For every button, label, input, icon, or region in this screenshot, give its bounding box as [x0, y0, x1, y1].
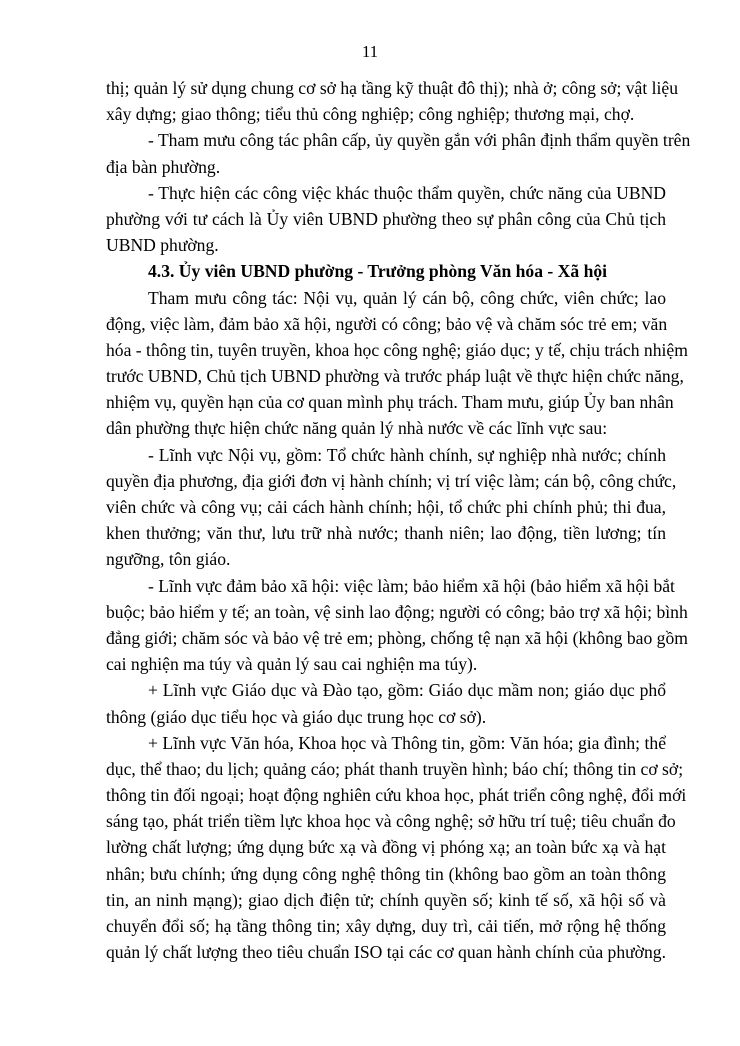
text-line: thông (giáo dục tiểu học và giáo dục trung học cơ sở).: [106, 706, 487, 727]
text-line: + Lĩnh vực Giáo dục và Đào tạo, gồm: Giáo dục mầm non; giáo dục phổ: [148, 680, 666, 701]
text-line: - Tham mưu công tác phân cấp, ủy quyền gắn với phân định thẩm quyền trên: [148, 130, 691, 151]
text-line: Tham mưu công tác: Nội vụ, quản lý cán bộ, công chức, viên chức; lao: [148, 287, 666, 308]
text-line: cai nghiện ma túy và quản lý sau cai nghiện ma túy).: [106, 654, 478, 675]
text-line: dục, thể thao; du lịch; quảng cáo; phát thanh truyền hình; báo chí; thông tin cơ sở;: [106, 758, 684, 779]
text-line: nhân; bưu chính; ứng dụng công nghệ thông tin (không bao gồm an toàn thông: [106, 863, 666, 884]
text-line: lường chất lượng; ứng dụng bức xạ và đồng vị phóng xạ; an toàn bức xạ và hạt: [106, 837, 666, 858]
text-line: chuyển đổi số; hạ tầng thông tin; xây dựng, duy trì, cải tiến, mở rộng hệ thống: [106, 916, 666, 936]
text-line: - Thực hiện các công việc khác thuộc thẩm quyền, chức năng của UBND: [148, 182, 666, 203]
text-line: hóa - thông tin, tuyên truyền, khoa học công nghệ; giáo dục; y tế, chịu trách nhiệm: [106, 339, 688, 360]
text-line: ngưỡng, tôn giáo.: [106, 549, 231, 570]
text-line: quản lý chất lượng theo tiêu chuẩn ISO tại các cơ quan hành chính của phường.: [106, 942, 666, 963]
text-line: đẳng giới; chăm sóc và bảo vệ trẻ em; phòng, chống tệ nạn xã hội (không bao gồm: [106, 627, 688, 648]
text-line: tin, an ninh mạng); giao dịch điện tử; chính quyền số; kinh tế số, xã hội số và: [106, 889, 666, 910]
text-line: thông tin đối ngoại; hoạt động nghiên cứu khoa học, phát triển công nghệ, đổi mới: [106, 785, 687, 806]
section-heading: 4.3. Ủy viên UBND phường - Trưởng phòng Văn hóa - Xã hội: [148, 261, 608, 282]
text-line: địa bàn phường.: [106, 156, 221, 177]
text-line: buộc; bảo hiểm y tế; an toàn, vệ sinh lao động; người có công; bảo trợ xã hội; bình: [106, 601, 688, 622]
text-line: sáng tạo, phát triển tiềm lực khoa học và công nghệ; sở hữu trí tuệ; tiêu chuẩn đo: [106, 811, 676, 832]
text-line: quyền địa phương, địa giới đơn vị hành chính; vị trí việc làm; cán bộ, công chức,: [106, 470, 677, 491]
text-line: động, việc làm, đảm bảo xã hội, người có công; bảo vệ và chăm sóc trẻ em; văn: [106, 313, 668, 334]
text-line: - Lĩnh vực đảm bảo xã hội: việc làm; bảo hiểm xã hội (bảo hiểm xã hội bắt: [148, 575, 675, 596]
text-line: xây dựng; giao thông; tiểu thủ công nghiệp; công nghiệp; thương mại, chợ.: [106, 104, 635, 125]
text-line: + Lĩnh vực Văn hóa, Khoa học và Thông tin, gồm: Văn hóa; gia đình; thể: [148, 732, 666, 753]
body-text: [106, 75, 691, 965]
text-line: thị; quản lý sử dụng chung cơ sở hạ tầng kỹ thuật đô thị); nhà ở; công sở; vật liệu: [106, 78, 679, 98]
text-line: trước UBND, Chủ tịch UBND phường và trước pháp luật về thực hiện chức năng,: [106, 366, 684, 387]
page-number: 11: [361, 42, 379, 61]
text-line: dân phường thực hiện chức năng quản lý nhà nước về các lĩnh vực sau:: [106, 418, 608, 439]
text-line: - Lĩnh vực Nội vụ, gồm: Tổ chức hành chính, sự nghiệp nhà nước; chính: [148, 444, 666, 465]
text-line: viên chức và công vụ; cải cách hành chính; hội, tổ chức phi chính phủ; thi đua,: [106, 497, 666, 517]
text-line: khen thưởng; văn thư, lưu trữ nhà nước; thanh niên; lao động, tiền lương; tín: [106, 523, 666, 544]
text-line: nhiệm vụ, quyền hạn của cơ quan mình phụ trách. Tham mưu, giúp Ủy ban nhân: [106, 392, 674, 413]
text-line: UBND phường.: [106, 235, 219, 256]
text-line: phường với tư cách là Ủy viên UBND phường theo sự phân công của Chủ tịch: [106, 208, 666, 229]
